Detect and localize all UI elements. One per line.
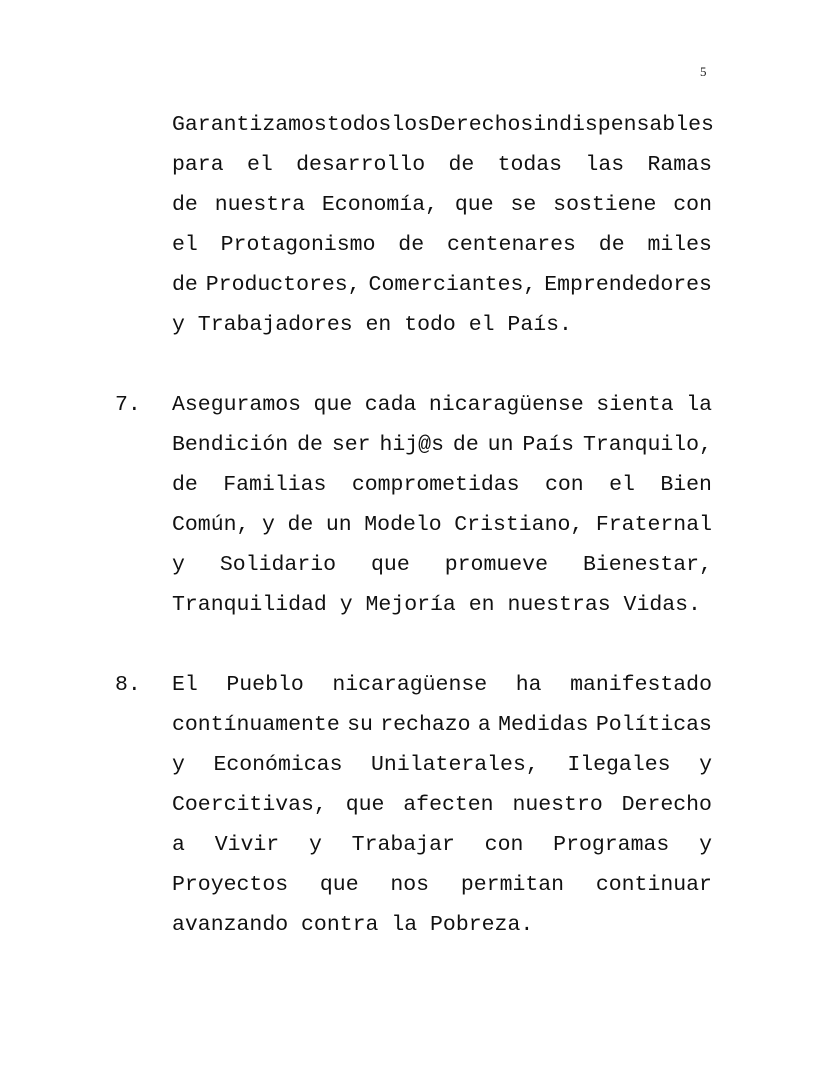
paragraph-number: 8. — [115, 673, 141, 697]
paragraph-line: El Pueblo nicaragüense ha manifestado — [172, 673, 712, 697]
paragraph-line: Garantizamos todos los Derechos indispensables — [172, 113, 714, 137]
paragraph-line: de Productores, Comerciantes, Emprendedores — [172, 273, 712, 297]
paragraph-line: Aseguramos que cada nicaragüense sienta la — [172, 393, 712, 417]
paragraph-line: a Vivir y Trabajar con Programas y — [172, 833, 712, 857]
page-number: 5 — [700, 64, 707, 79]
paragraph-line: avanzando contra la Pobreza. — [172, 913, 534, 937]
paragraph-line: Proyectos que nos permitan continuar — [172, 873, 712, 897]
paragraph-line: el Protagonismo de centenares de miles — [172, 233, 712, 257]
paragraph-line: Bendición de ser hij@s de un País Tranquilo, — [172, 433, 712, 457]
paragraph-line: Coercitivas, que afecten nuestro Derecho — [172, 793, 712, 817]
paragraph-number: 7. — [115, 393, 141, 417]
paragraph-line: y Trabajadores en todo el País. — [172, 313, 572, 337]
paragraph-line: de Familias comprometidas con el Bien — [172, 473, 712, 497]
paragraph-line: Común, y de un Modelo Cristiano, Fraternal — [172, 513, 712, 537]
paragraph-line: y Económicas Unilaterales, Ilegales y — [172, 753, 712, 777]
paragraph-line: y Solidario que promueve Bienestar, — [172, 553, 712, 577]
paragraph-line: contínuamente su rechazo a Medidas Políticas — [172, 713, 712, 737]
paragraph-line: de nuestra Economía, que se sostiene con — [172, 193, 712, 217]
paragraph-line: para el desarrollo de todas las Ramas — [172, 153, 712, 177]
paragraph-line: Tranquilidad y Mejoría en nuestras Vidas. — [172, 593, 701, 617]
